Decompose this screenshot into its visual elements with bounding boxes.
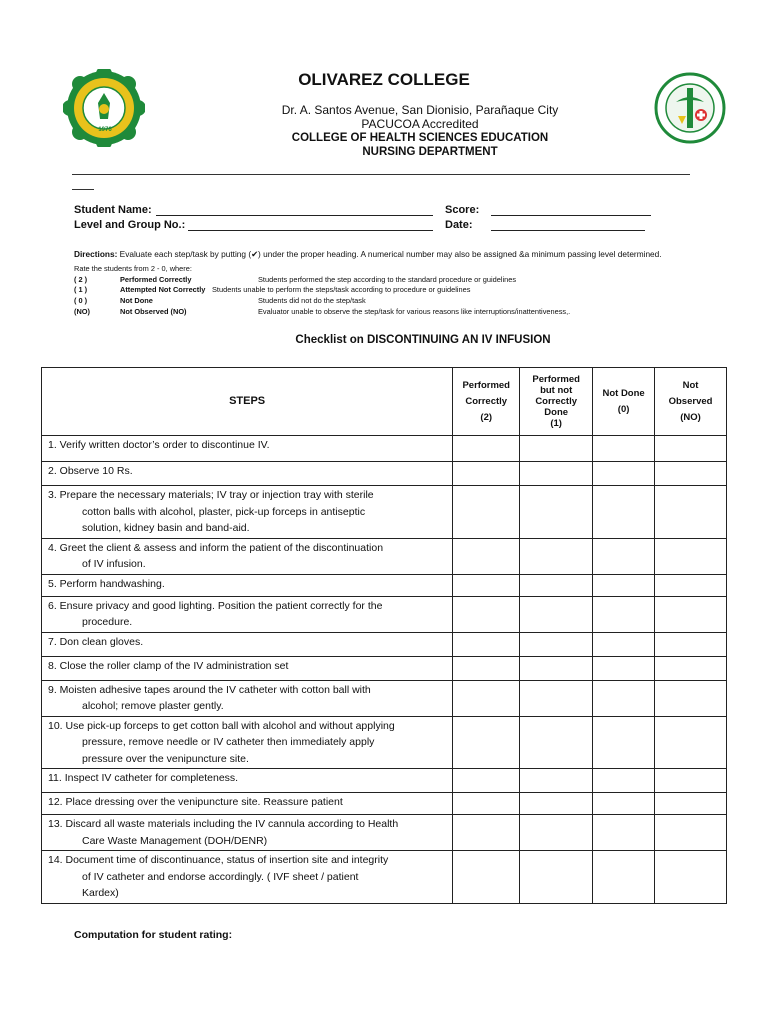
rating-cell-performed[interactable]	[453, 632, 520, 656]
checklist-table	[41, 367, 727, 904]
rating-cell-attempted[interactable]	[520, 769, 593, 793]
header-divider	[72, 174, 690, 175]
step-text	[42, 538, 453, 574]
step-continuation-line: alcohol; remove plaster gently.	[82, 700, 224, 712]
rating-cell-not-done[interactable]	[593, 680, 655, 716]
step-continuation-line: of IV catheter and endorse accordingly. ( IVF sheet / patient	[82, 870, 359, 883]
score-label: Score:	[445, 204, 480, 216]
rating-cell-not-observed[interactable]	[655, 596, 727, 632]
not-observed-header	[655, 368, 727, 436]
rating-cell-performed[interactable]	[453, 815, 520, 851]
level-group-field[interactable]	[188, 219, 433, 231]
rating-code-0: ( 0 )	[74, 296, 88, 305]
header-row	[42, 368, 727, 436]
rating-cell-attempted[interactable]	[520, 656, 593, 680]
step-text	[42, 716, 453, 769]
rating-desc-no: Evaluator unable to observe the step/task for various reasons like interruptions/inattentiveness,.	[258, 307, 571, 316]
step-first-line: 3. Prepare the necessary materials; IV tray or injection tray with sterile	[48, 489, 374, 501]
header-divider-tail	[72, 189, 94, 190]
step-first-line: 4. Greet the client & assess and inform the patient of the discontinuation	[48, 541, 384, 554]
rating-cell-not-observed[interactable]	[655, 680, 727, 716]
step-first-line: 12. Place dressing over the venipuncture site. Reassure patient	[48, 796, 343, 808]
rating-cell-not-observed[interactable]	[655, 769, 727, 793]
rating-name-no: Not Observed (NO)	[120, 307, 187, 316]
directions-label: Directions:	[74, 249, 118, 259]
step-first-line: 5. Perform handwashing.	[48, 577, 165, 590]
rating-cell-not-observed[interactable]	[655, 851, 727, 904]
header-text: (1)	[550, 418, 562, 429]
rating-cell-not-done[interactable]	[593, 632, 655, 656]
step-text	[42, 574, 453, 596]
table-row	[42, 656, 727, 680]
department-name: NURSING DEPARTMENT	[362, 146, 498, 158]
step-text	[42, 596, 453, 632]
rating-cell-attempted[interactable]	[520, 574, 593, 596]
performed-correctly-header	[453, 368, 520, 436]
rating-cell-attempted[interactable]	[520, 486, 593, 539]
step-continuation-line: pressure, remove needle or IV catheter then immediately apply	[82, 736, 375, 748]
step-continuation-line: Care Waste Management (DOH/DENR)	[82, 834, 268, 847]
rating-cell-performed[interactable]	[453, 716, 520, 769]
table-row	[42, 769, 727, 793]
rate-intro: Rate the students from 2 - 0, where:	[74, 264, 192, 273]
not-done-header	[593, 368, 655, 436]
step-continuation-line: Kardex)	[82, 887, 119, 899]
accreditation: PACUCOA Accredited	[361, 117, 479, 131]
student-name-label: Student Name:	[74, 204, 152, 216]
table-row	[42, 851, 727, 904]
header-text: Performed	[462, 379, 510, 391]
rating-desc-1: Students unable to perform the steps/task according to procedure or guidelines	[212, 285, 471, 294]
step-first-line: 10. Use pick-up forceps to get cotton ball with alcohol and without applying	[48, 719, 395, 732]
rating-cell-not-observed[interactable]	[655, 632, 727, 656]
school-name: COLLEGE OF HEALTH SCIENCES EDUCATION	[291, 132, 549, 144]
rating-cell-not-observed[interactable]	[655, 436, 727, 462]
step-first-line: 7. Don clean gloves.	[48, 635, 144, 648]
rating-cell-not-done[interactable]	[593, 538, 655, 574]
header-text: Correctly	[465, 395, 508, 407]
steps-header: STEPS	[42, 368, 453, 436]
header-text: (NO)	[680, 411, 701, 423]
rating-cell-attempted[interactable]	[520, 815, 593, 851]
rating-code-2: ( 2 )	[74, 275, 88, 284]
step-first-line: 14. Document time of discontinuance, status of insertion site and integrity	[48, 854, 389, 866]
rating-cell-not-done[interactable]	[593, 462, 655, 486]
directions	[74, 249, 734, 259]
table-row	[42, 793, 727, 815]
rating-cell-not-observed[interactable]	[655, 815, 727, 851]
table-row	[42, 436, 727, 462]
rating-cell-performed[interactable]	[453, 538, 520, 574]
header-text: Not Done	[602, 387, 645, 399]
rating-cell-not-observed[interactable]	[655, 486, 727, 539]
directions-text: Evaluate each step/task by putting (✔) under the proper heading. A numerical number may also be assigned &a minimum passing level determined.	[119, 249, 662, 259]
rating-cell-not-done[interactable]	[593, 436, 655, 462]
rating-cell-not-done[interactable]	[593, 716, 655, 769]
rating-desc-2: Students performed the step according to the standard procedure or guidelines	[258, 275, 517, 284]
date-field[interactable]	[491, 219, 645, 231]
rating-code-no: (NO)	[74, 307, 91, 316]
rating-cell-performed[interactable]	[453, 769, 520, 793]
rating-cell-not-done[interactable]	[593, 596, 655, 632]
step-first-line: 8. Close the roller clamp of the IV administration set	[48, 659, 289, 672]
college-name: OLIVAREZ COLLEGE	[298, 70, 470, 89]
rating-cell-attempted[interactable]	[520, 680, 593, 716]
rating-code-1: ( 1 )	[74, 285, 88, 294]
left-seal-year: 1976	[98, 127, 112, 133]
rating-cell-performed[interactable]	[453, 486, 520, 539]
table-row	[42, 486, 727, 539]
rating-cell-not-done[interactable]	[593, 656, 655, 680]
step-text	[42, 632, 453, 656]
header-text: Done	[544, 407, 569, 418]
step-first-line: 11. Inspect IV catheter for completeness.	[48, 772, 239, 784]
date-label: Date:	[445, 219, 473, 231]
table-row	[42, 716, 727, 769]
table-row	[42, 596, 727, 632]
rating-cell-performed[interactable]	[453, 574, 520, 596]
step-first-line: 2. Observe 10 Rs.	[48, 465, 133, 477]
level-group-label: Level and Group No.:	[74, 219, 186, 231]
table-row	[42, 574, 727, 596]
header-text: Observed	[668, 395, 713, 407]
rating-name-1: Attempted Not Correctly	[120, 285, 206, 294]
step-first-line: 9. Moisten adhesive tapes around the IV catheter with cotton ball with	[48, 683, 371, 696]
step-text	[42, 680, 453, 716]
rating-cell-not-done[interactable]	[593, 486, 655, 539]
rating-cell-attempted[interactable]	[520, 793, 593, 815]
rating-cell-performed[interactable]	[453, 793, 520, 815]
performed-not-correctly-header	[520, 368, 593, 436]
rating-cell-not-done[interactable]	[593, 769, 655, 793]
computation-label: Computation for student rating:	[74, 929, 233, 941]
step-text	[42, 462, 453, 486]
header-text: Performed	[532, 374, 580, 385]
rating-cell-not-observed[interactable]	[655, 538, 727, 574]
step-text	[42, 851, 453, 904]
step-continuation-line: solution, kidney basin and band-aid.	[82, 522, 250, 534]
step-text	[42, 656, 453, 680]
rating-cell-attempted[interactable]	[520, 851, 593, 904]
rating-cell-attempted[interactable]	[520, 538, 593, 574]
rating-cell-not-done[interactable]	[593, 793, 655, 815]
rating-cell-performed[interactable]	[453, 851, 520, 904]
step-first-line: 6. Ensure privacy and good lighting. Position the patient correctly for the	[48, 599, 383, 612]
step-text	[42, 815, 453, 851]
rating-desc-0: Students did not do the step/task	[258, 296, 366, 305]
step-text	[42, 486, 453, 539]
score-field[interactable]	[491, 204, 651, 216]
rating-cell-performed[interactable]	[453, 680, 520, 716]
rating-cell-performed[interactable]	[453, 656, 520, 680]
step-text	[42, 793, 453, 815]
steps-body	[42, 436, 727, 904]
table-row	[42, 680, 727, 716]
student-name-field[interactable]	[156, 204, 433, 216]
step-text	[42, 769, 453, 793]
header-text: but not	[540, 385, 573, 396]
rating-cell-attempted[interactable]	[520, 632, 593, 656]
step-text	[42, 436, 453, 462]
table-row	[42, 538, 727, 574]
checklist-title: Checklist on DISCONTINUING AN IV INFUSION	[295, 334, 551, 346]
step-continuation-line: of IV infusion.	[82, 558, 146, 570]
header-text: (0)	[617, 403, 630, 415]
rating-name-2: Performed Correctly	[120, 275, 192, 284]
rating-cell-attempted[interactable]	[520, 436, 593, 462]
rating-cell-attempted[interactable]	[520, 462, 593, 486]
step-continuation-line: pressure over the venipuncture site.	[82, 752, 249, 765]
rating-cell-not-observed[interactable]	[655, 716, 727, 769]
college-address: Dr. A. Santos Avenue, San Dionisio, Parañaque City	[281, 103, 559, 117]
rating-cell-performed[interactable]	[453, 436, 520, 462]
header-text: (2)	[480, 411, 493, 423]
rating-cell-attempted[interactable]	[520, 716, 593, 769]
step-continuation-line: procedure.	[82, 616, 133, 628]
rating-cell-attempted[interactable]	[520, 596, 593, 632]
header-text: Not	[682, 379, 699, 391]
rating-cell-not-observed[interactable]	[655, 793, 727, 815]
rating-cell-not-observed[interactable]	[655, 462, 727, 486]
header-text: Correctly	[535, 396, 578, 407]
table-row	[42, 815, 727, 851]
rating-name-0: Not Done	[120, 296, 153, 305]
rating-cell-not-observed[interactable]	[655, 574, 727, 596]
rating-cell-not-done[interactable]	[593, 851, 655, 904]
rating-cell-not-observed[interactable]	[655, 656, 727, 680]
rating-cell-not-done[interactable]	[593, 815, 655, 851]
rating-cell-performed[interactable]	[453, 462, 520, 486]
table-row	[42, 462, 727, 486]
step-continuation-line: cotton balls with alcohol, plaster, pick-up forceps in antiseptic	[82, 505, 366, 518]
table-row	[42, 632, 727, 656]
rating-cell-not-done[interactable]	[593, 574, 655, 596]
step-first-line: 13. Discard all waste materials including the IV cannula according to Health	[48, 818, 399, 830]
rating-cell-performed[interactable]	[453, 596, 520, 632]
step-first-line: 1. Verify written doctor’s order to discontinue IV.	[48, 439, 270, 451]
